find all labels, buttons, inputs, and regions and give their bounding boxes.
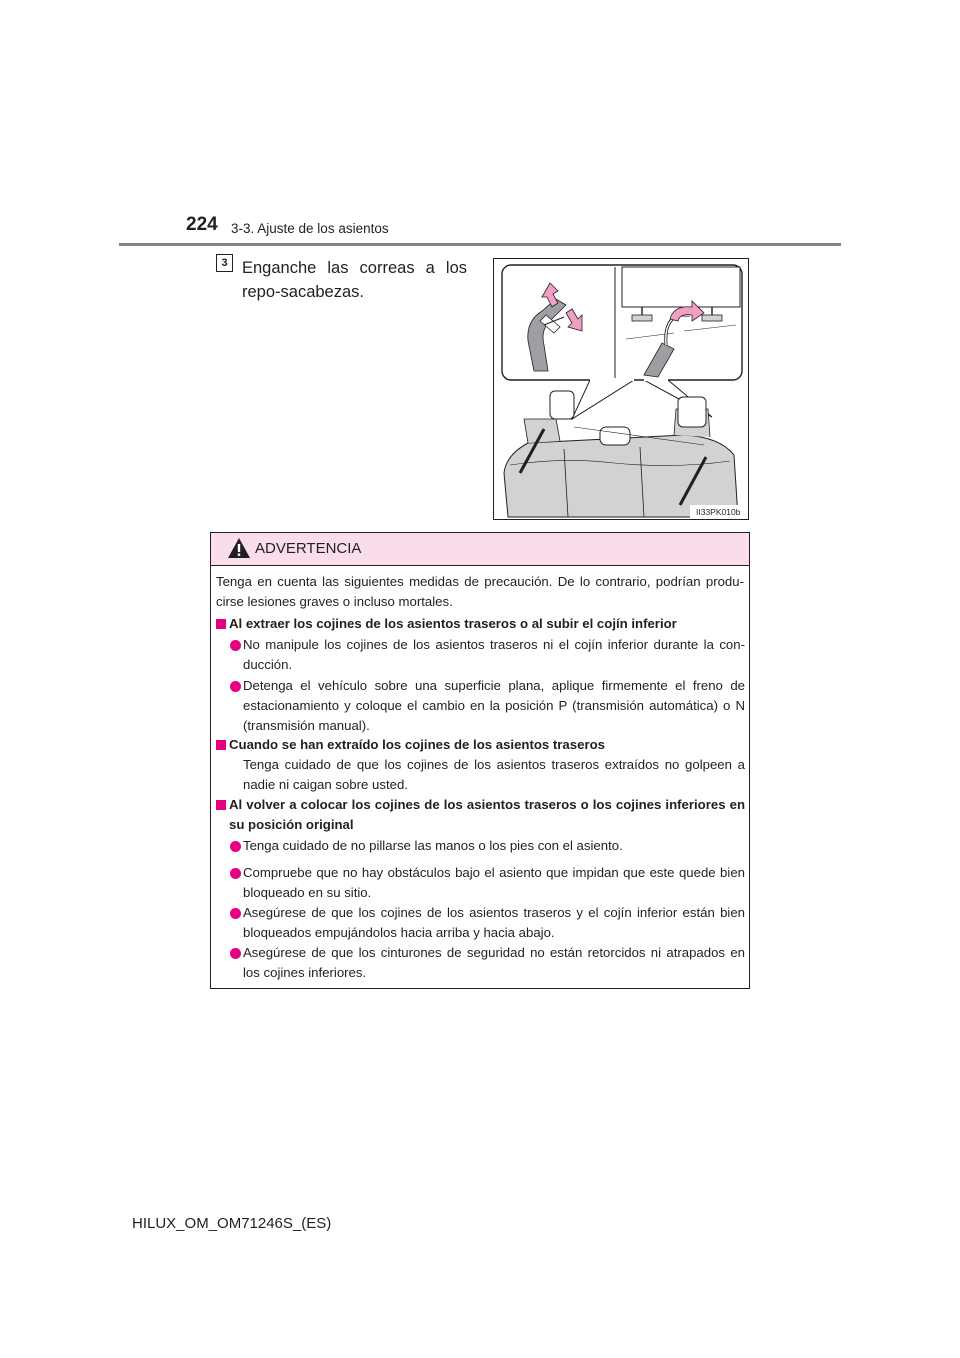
section-heading-3: Al volver a colocar los cojines de los asientos traseros o los cojines inferiores en su posición original (229, 797, 745, 832)
list-item: Tenga cuidado de no pillarse las manos o los pies con el asiento. (243, 838, 623, 853)
list-item: Asegúrese de que los cinturones de seguridad no están retorcidos ni atrapados en los cojines inferiores. (243, 945, 745, 980)
warning-header (211, 533, 749, 566)
inset-detail (502, 265, 742, 419)
list-item: No manipule los cojines de los asientos traseros ni el cojín inferior durante la con-ducción. (243, 637, 745, 672)
list-item: Asegúrese de que los cojines de los asientos traseros y el cojín inferior están bien bloqueados empujándolos hacia arriba y hacia abajo. (243, 905, 745, 940)
headrest-strap-illustration (493, 258, 749, 520)
section-text: Tenga cuidado de que los cojines de los asientos traseros extraídos no golpeen a nadie ni caigan sobre usted. (243, 757, 745, 792)
bullet (230, 948, 241, 959)
section-marker (216, 619, 226, 629)
step-instruction: Enganche las correas a los repo-sacabezas. (242, 259, 467, 301)
figure-code: II33PK010b (696, 507, 741, 517)
rear-seat-drawing (504, 391, 738, 517)
bullet (230, 908, 241, 919)
warning-title: ADVERTENCIA (255, 540, 362, 557)
bullet (230, 681, 241, 692)
header-rule (119, 243, 841, 246)
section-heading-2: Cuando se han extraído los cojines de los asientos traseros (229, 737, 605, 752)
warning-intro: Tenga en cuenta las siguientes medidas de precaución. De lo contrario, podrían produ-cirse lesiones graves o incluso mortales. (216, 574, 744, 609)
document-code: HILUX_OM_OM71246S_(ES) (132, 1215, 332, 1232)
bullet (230, 868, 241, 879)
section-marker (216, 800, 226, 810)
section-title: 3-3. Ajuste de los asientos (231, 221, 389, 236)
section-heading-1: Al extraer los cojines de los asientos traseros o al subir el cojín inferior (229, 616, 677, 631)
list-item: Detenga el vehículo sobre una superficie plana, aplique firmemente el freno de estacionamiento y coloque el cambio en la posición P (transmisión automática) o N (transmisión manual). (243, 678, 745, 733)
warning-triangle-icon (227, 537, 251, 559)
section-marker (216, 740, 226, 750)
bullet (230, 640, 241, 651)
list-item: Compruebe que no hay obstáculos bajo el asiento que impidan que este quede bien bloqueado en su sitio. (243, 865, 745, 900)
bullet (230, 841, 241, 852)
step-number-badge: 3 (216, 254, 233, 272)
page-number: 224 (186, 214, 218, 235)
warning-box (210, 532, 750, 989)
